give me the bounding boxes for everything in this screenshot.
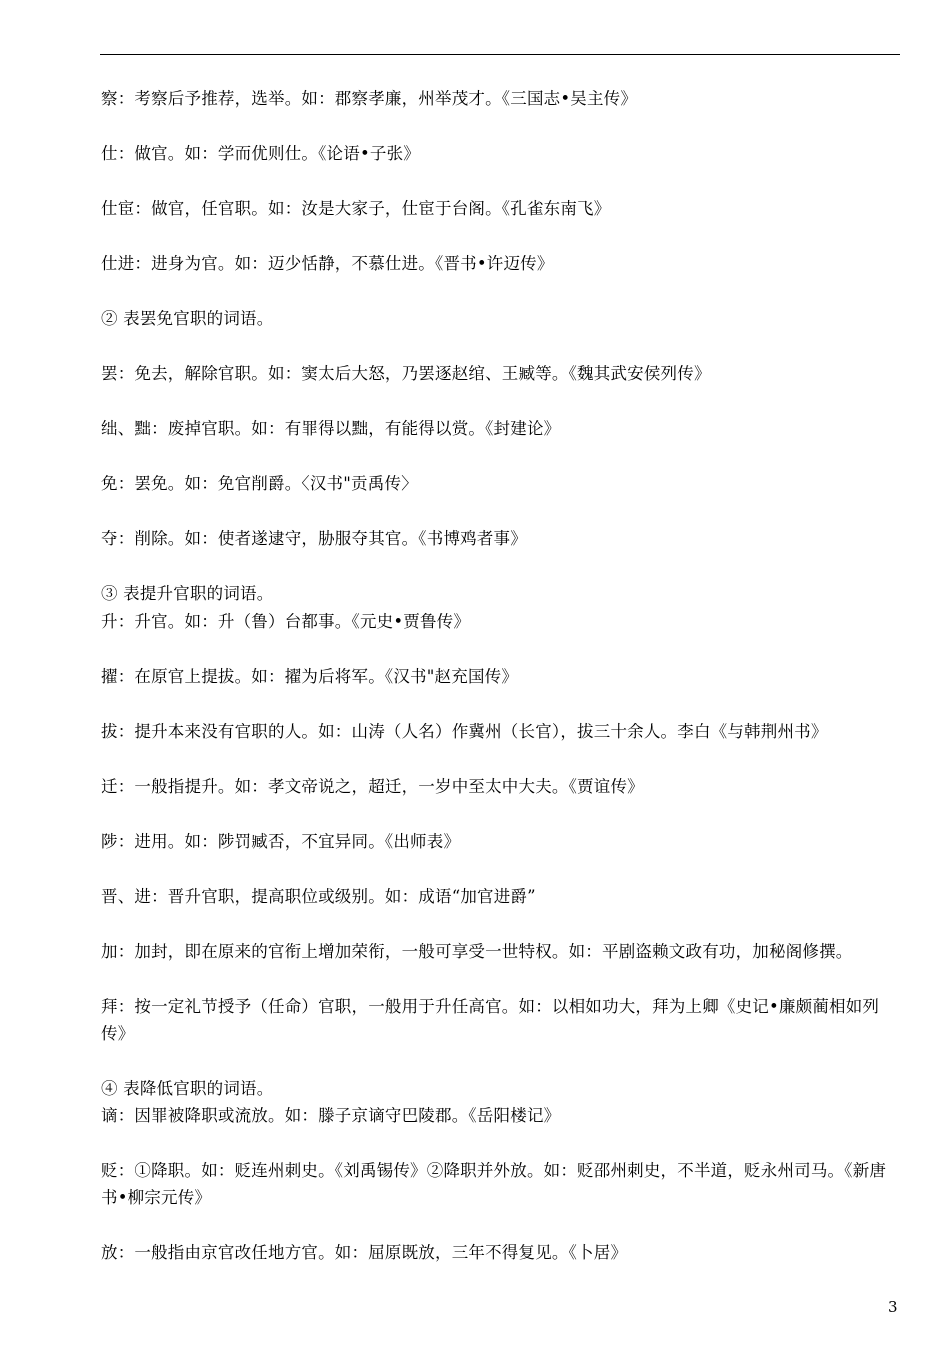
text-line: 仕宦：做官，任官职。如：汝是大家子，仕宦于台阁。《孔雀东南飞》 <box>101 199 611 218</box>
text-line: 仕：做官。如：学而优则仕。《论语•子张》 <box>101 144 420 163</box>
section-heading: ② 表罢免官职的词语。 <box>101 309 274 328</box>
text-line: 加：加封，即在原来的官衔上增加荣衔，一般可享受一世特权。如：平剧盗赖文政有功，加秘阁修撰。 <box>101 942 853 961</box>
text-line: 书•柳宗元传》 <box>101 1188 212 1207</box>
text-line: 升：升官。如：升（鲁）台都事。《元史•贾鲁传》 <box>101 612 471 631</box>
text-line: 放：一般指由京官改任地方官。如：屈原既放，三年不得复见。《卜居》 <box>101 1243 628 1262</box>
text-line: 绌、黜：废掉官职。如：有罪得以黜，有能得以赏。《封建论》 <box>101 419 561 438</box>
text-line: 夺：削除。如：使者遂逮守，胁服夺其官。《书博鸡者事》 <box>101 529 527 548</box>
page-number: 3 <box>888 1298 898 1316</box>
section-heading: ④ 表降低官职的词语。 <box>101 1079 274 1098</box>
text-line: 免：罢免。如：免官削爵。〈汉书"贡禹传〉 <box>101 474 418 493</box>
text-line: 贬：①降职。如：贬连州刺史。《刘禹锡传》②降职并外放。如：贬邵州刺史，不半道，贬永州司马。《新唐 <box>101 1161 887 1180</box>
section-heading: ③ 表提升官职的词语。 <box>101 584 274 603</box>
text-line: 晋、进：晋升官职，提高职位或级别。如：成语“加官进爵” <box>101 887 536 906</box>
text-line: 拜：按一定礼节授予（任命）官职，一般用于升任高官。如：以相如功大，拜为上卿《史记•廉颇蔺相如列 <box>101 997 880 1016</box>
text-line: 陟：进用。如：陟罚臧否，不宜异同。《出师表》 <box>101 832 461 851</box>
text-line: 拔：提升本来没有官职的人。如：山涛（人名）作冀州（长官），拔三十余人。李白《与韩荆州书》 <box>101 722 828 741</box>
text-line: 迁：一般指提升。如：孝文帝说之，超迁，一岁中至太中大夫。《贾谊传》 <box>101 777 644 796</box>
text-line: 谪：因罪被降职或流放。如：滕子京谪守巴陵郡。《岳阳楼记》 <box>101 1106 561 1125</box>
text-line: 仕进：进身为官。如：迈少恬静，不慕仕进。《晋书•许迈传》 <box>101 254 554 273</box>
text-line: 罢：免去，解除官职。如：窦太后大怒，乃罢逐赵绾、王臧等。《魏其武安侯列传》 <box>101 364 711 383</box>
text-line: 察：考察后予推荐，选举。如：郡察孝廉，州举茂才。《三国志•吴主传》 <box>101 89 638 108</box>
text-line: 传》 <box>101 1024 135 1043</box>
header-rule <box>100 54 900 55</box>
text-line: 擢：在原官上提拔。如：擢为后将军。《汉书"赵充国传》 <box>101 667 519 686</box>
